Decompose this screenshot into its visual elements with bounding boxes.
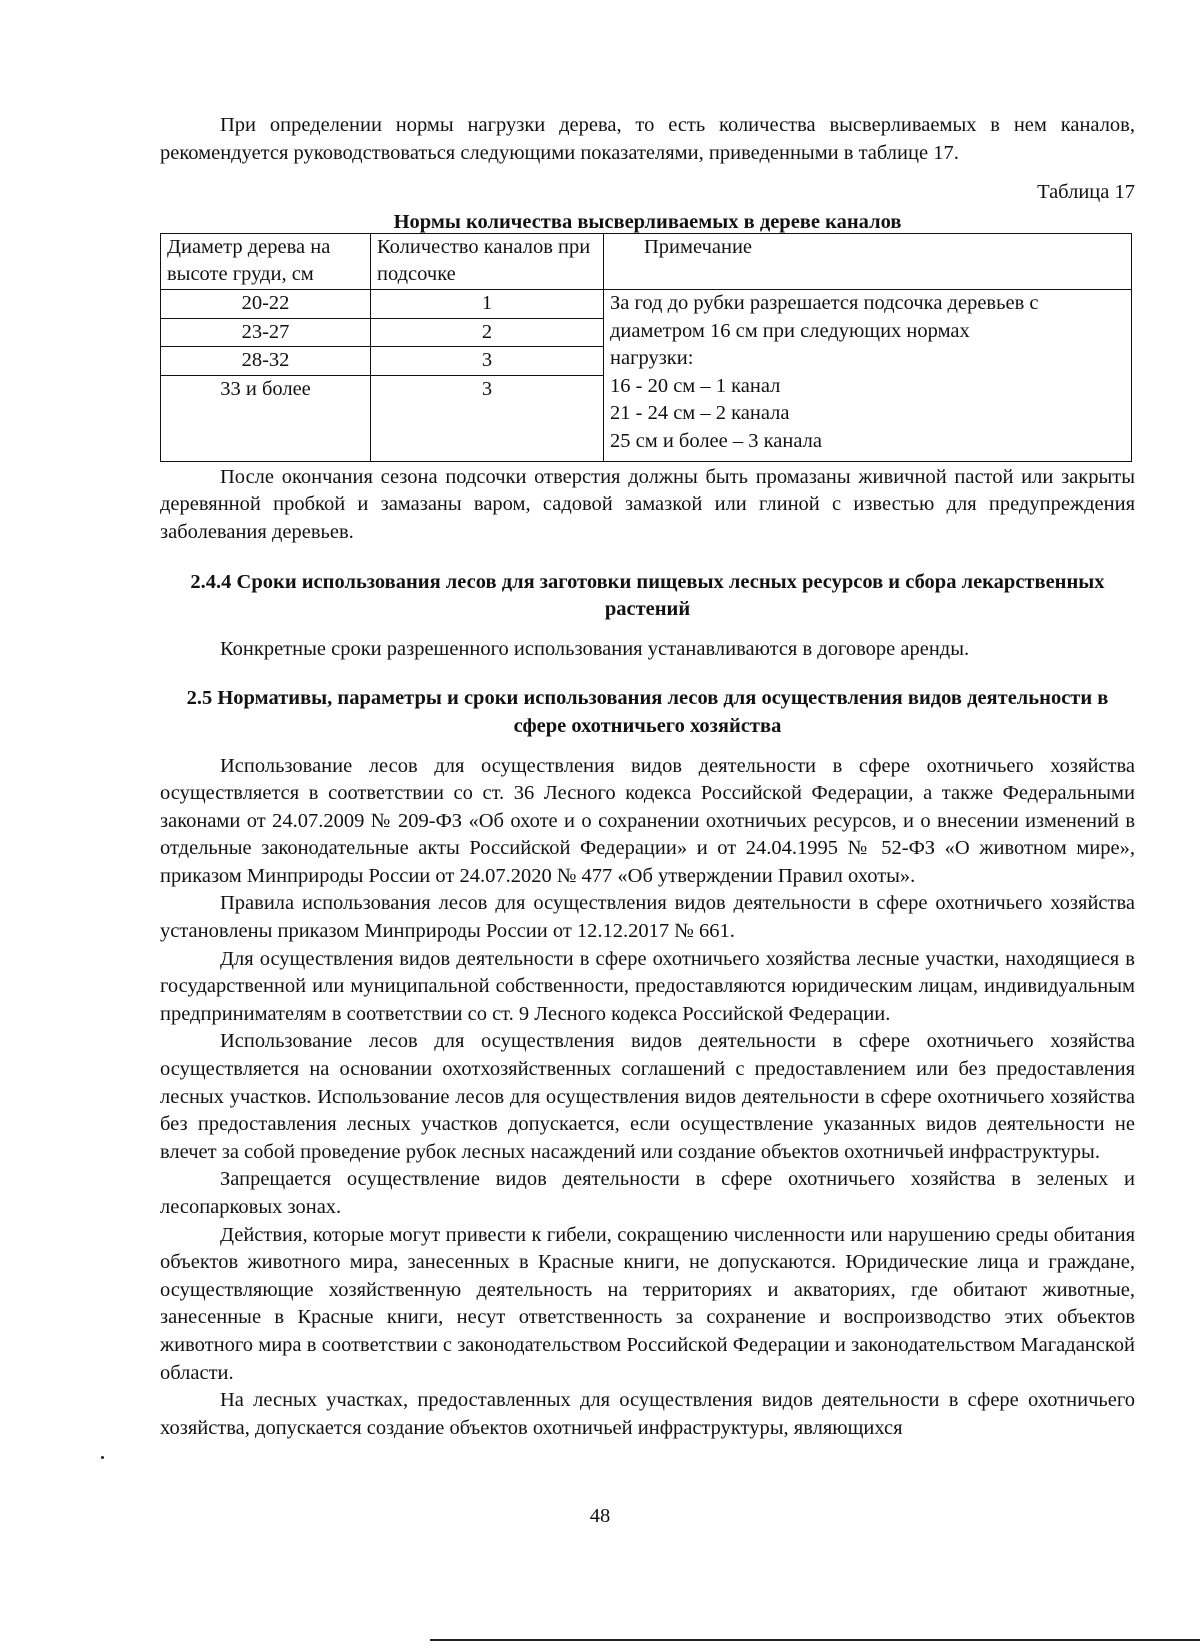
cell-diameter: 23-27 xyxy=(161,318,371,347)
scan-speck xyxy=(101,1456,104,1459)
section-2-4-4-text: Конкретные сроки разрешенного использования устанавливаются в договоре аренды. xyxy=(220,637,970,660)
section-2-5-paragraph: Использование лесов для осуществления видов деятельности в сфере охотничьего хозяйства осуществляется на основании охотхозяйственных соглашений с предоставлением или без предоставления лесных участков. Использование лесов для осуществления видов деятельности в сфере охотничьего хозяйства без предоставления лесных участков допускается, если осуществление указанных видов деятельности не влечет за собой проведение рубок лесных насаждений или создание объектов охотничьей инфраструктуры. xyxy=(160,1030,1135,1163)
header-diameter: Диаметр дерева на высоте груди, см xyxy=(161,233,371,289)
section-heading-2-5: 2.5 Нормативы, параметры и сроки использования лесов для осуществления видов деятельности в сфере охотничьего хозяйства xyxy=(186,687,1109,737)
section-2-5-paragraph: Использование лесов для осуществления видов деятельности в сфере охотничьего хозяйства осуществляется в соответствии со ст. 36 Лесного кодекса Российской Федерации, а также Федеральными законами от 24.07.2009 № 209-ФЗ «Об охоте и о сохранении охотничьих ресурсов, и о внесении изменений в отдельные законодательные акты Российской Федерации» и от 24.04.1995 № 52-ФЗ «О животном мире», приказом Минприроды России от 24.07.2020 № 477 «Об утверждении Правил охоты». xyxy=(160,754,1135,887)
norms-table xyxy=(160,233,1132,462)
header-channels: Количество каналов при подсочке xyxy=(371,233,604,289)
section-2-5-paragraph: На лесных участках, предоставленных для осуществления видов деятельности в сфере охотничьего хозяйства, допускается создание объектов охотничьей инфраструктуры, являющихся xyxy=(160,1389,1135,1439)
cell-diameter: 20-22 xyxy=(161,289,371,318)
cell-channels: 3 xyxy=(371,347,604,376)
table-row xyxy=(161,289,1132,318)
page-content xyxy=(160,112,1135,1442)
cell-channels: 3 xyxy=(371,375,604,461)
table-title: Нормы количества высверливаемых в дереве каналов xyxy=(393,210,902,233)
table-header-row xyxy=(161,233,1132,289)
header-note: Примечание xyxy=(604,233,1132,289)
page-number: 48 xyxy=(589,1505,611,1527)
cell-note xyxy=(604,289,1132,461)
cell-diameter: 33 и более xyxy=(161,375,371,461)
section-2-5-paragraph: Действия, которые могут привести к гибели, сокращению численности или нарушению среды обитания объектов животного мира, занесенных в Красные книги, не допускаются. Юридические лица и граждане, осуществляющие хозяйственную деятельность на территориях и акваториях, где обитают животные, занесенные в Красные книги, несут ответственность за сохранение и воспроизводство этих объектов животного мира в соответствии с законодательством Российской Федерации и законодательством Магаданской области. xyxy=(160,1223,1135,1384)
note-line: 16 - 20 см – 1 канал xyxy=(610,374,781,397)
bottom-rule xyxy=(430,1639,1200,1641)
after-table-paragraph: После окончания сезона подсочки отверстия должны быть промазаны живичной пастой или закрыты деревянной пробкой и замазаны варом, садовой замазкой или глиной с известью для предупреждения заболевания деревьев. xyxy=(160,465,1135,543)
table-number: Таблица 17 xyxy=(1037,181,1135,204)
section-2-5-paragraph: Запрещается осуществление видов деятельности в сфере охотничьего хозяйства в зеленых и лесопарковых зонах. xyxy=(160,1168,1135,1218)
section-2-5-paragraph: Для осуществления видов деятельности в сфере охотничьего хозяйства лесные участки, находящиеся в государственной или муниципальной собственности, предоставляются юридическим лицам, индивидуальным предпринимателям в соответствии со ст. 9 Лесного кодекса Российской Федерации. xyxy=(160,947,1135,1025)
note-line: 21 - 24 см – 2 канала xyxy=(610,402,790,425)
intro-paragraph: При определении нормы нагрузки дерева, то есть количества высверливаемых в нем каналов, рекомендуется руководствоваться следующими показателями, приведенными в таблице 17. xyxy=(160,114,1135,164)
cell-diameter: 28-32 xyxy=(161,347,371,376)
section-2-5-paragraph: Правила использования лесов для осуществления видов деятельности в сфере охотничьего хозяйства установлены приказом Минприроды России от 12.12.2017 № 661. xyxy=(160,892,1135,943)
note-line: 25 см и более – 3 канала xyxy=(610,429,822,452)
note-line: диаметром 16 см при следующих нормах xyxy=(610,319,970,342)
note-line: За год до рубки разрешается подсочка деревьев с xyxy=(610,291,1039,314)
cell-channels: 2 xyxy=(371,318,604,347)
section-heading-2-4-4: 2.4.4 Сроки использования лесов для заготовки пищевых лесных ресурсов и сбора лекарственных растений xyxy=(190,570,1105,621)
note-line: нагрузки: xyxy=(610,347,694,370)
cell-channels: 1 xyxy=(371,289,604,318)
